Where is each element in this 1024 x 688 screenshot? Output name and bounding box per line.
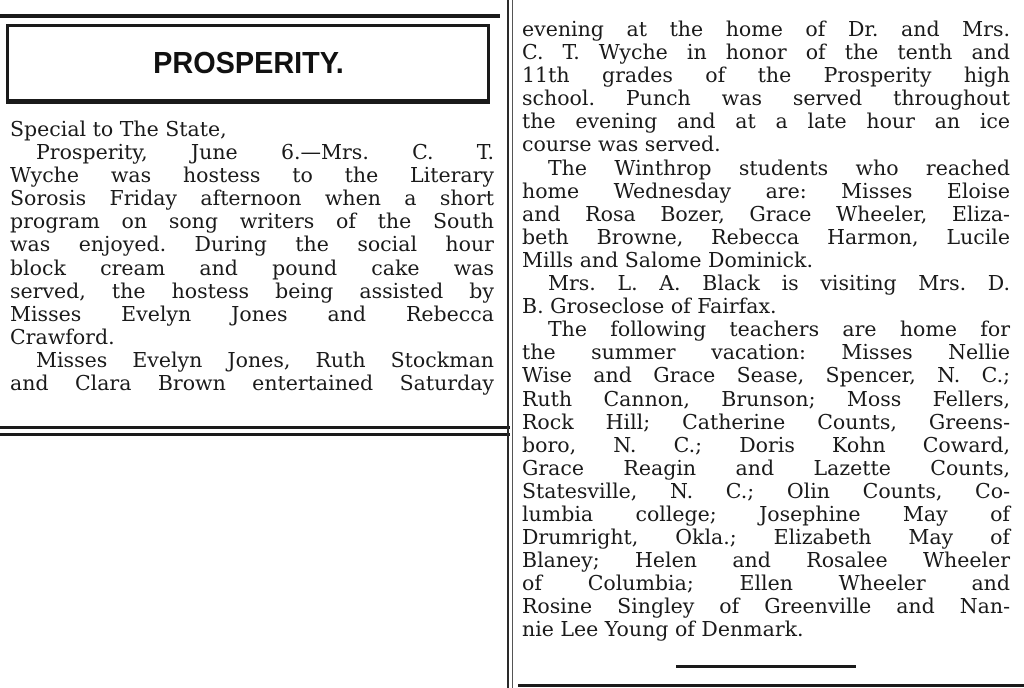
text-line: Mills and Salome Dominick. — [522, 247, 813, 272]
dateline-credit: Special to The State, — [10, 117, 227, 141]
text-line: Sorosis Friday afternoon when a short — [10, 186, 494, 211]
text-line: Blaney; Helen and Rosalee Wheeler — [522, 548, 1010, 573]
headline-box — [6, 24, 490, 104]
text-line: Statesville, N. C.; Olin Counts, Co- — [522, 478, 1010, 503]
text-line: The Winthrop students who reached — [548, 155, 1010, 180]
text-line: C. T. Wyche in honor of the tenth and — [522, 40, 1010, 65]
text-line: lumbia college; Josephine May of — [522, 501, 1010, 526]
text-line: nie Lee Young of Denmark. — [522, 617, 804, 642]
text-line: evening at the home of Dr. and Mrs. — [522, 17, 1010, 41]
text-line: Grace Reagin and Lazette Counts, — [522, 455, 1010, 480]
text-line: Drumright, Okla.; Elizabeth May of — [522, 525, 1010, 550]
text-line: Misses Evelyn Jones, Ruth Stockman — [36, 347, 494, 372]
text-line: served, the hostess being assisted by — [10, 278, 494, 303]
right-column — [522, 18, 1010, 642]
text-line: Wise and Grace Sease, Spencer, N. C.; — [522, 363, 1010, 388]
text-line: The following teachers are home for — [548, 317, 1010, 342]
text-line: of Columbia; Ellen Wheeler and — [522, 571, 1010, 596]
text-line: Ruth Cannon, Brunson; Moss Fellers, — [522, 386, 1010, 411]
text-line: B. Groseclose of Fairfax. — [522, 294, 777, 319]
text-line: school. Punch was served throughout — [522, 86, 1010, 111]
column-divider — [512, 0, 513, 688]
text-line: Crawford. — [10, 324, 115, 349]
left-column — [10, 118, 494, 395]
column-divider — [507, 0, 509, 688]
text-line: and Rosa Bozer, Grace Wheeler, Eliza- — [522, 201, 1010, 226]
column-end-rule — [0, 426, 510, 429]
text-line: program on song writers of the South — [10, 209, 494, 234]
end-of-article-rule — [676, 665, 856, 668]
text-line: 11th grades of the Prosperity high — [522, 63, 1010, 88]
bottom-rule — [518, 684, 1024, 687]
text-line: Misses Evelyn Jones and Rebecca — [10, 301, 494, 326]
top-rule — [0, 14, 500, 18]
text-line: home Wednesday are: Misses Eloise — [522, 178, 1010, 203]
text-line: block cream and pound cake was — [10, 255, 494, 280]
text-line: was enjoyed. During the social hour — [10, 232, 494, 257]
text-line: course was served. — [522, 132, 721, 157]
text-line: beth Browne, Rebecca Harmon, Lucile — [522, 224, 1010, 249]
text-line: the evening and at a late hour an ice — [522, 109, 1010, 134]
headline: PROSPERITY. — [152, 45, 344, 80]
text-line: boro, N. C.; Doris Kohn Coward, — [522, 432, 1010, 457]
text-line: Mrs. L. A. Black is visiting Mrs. D. — [548, 271, 1010, 296]
text-line: Prosperity, June 6.—Mrs. C. T. — [36, 140, 494, 165]
text-line: and Clara Brown entertained Saturday — [10, 371, 494, 396]
text-line: the summer vacation: Misses Nellie — [522, 340, 1010, 365]
text-line: Wyche was hostess to the Literary — [10, 163, 494, 188]
text-line: Rosine Singley of Greenville and Nan- — [522, 594, 1010, 619]
column-end-rule — [0, 433, 510, 436]
text-line: Rock Hill; Catherine Counts, Greens- — [522, 409, 1010, 434]
